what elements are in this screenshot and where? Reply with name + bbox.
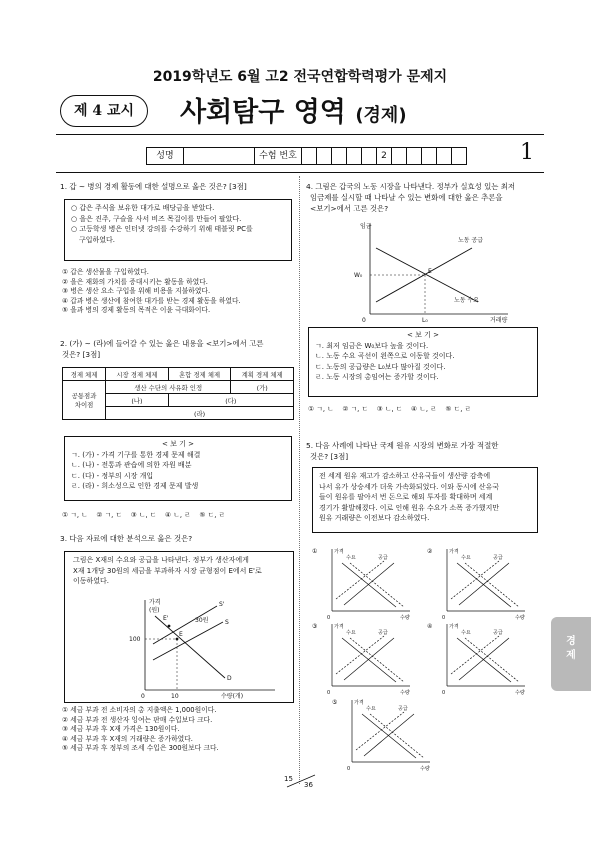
q5-ylabel: 가격: [449, 624, 459, 630]
name-bar: [146, 147, 467, 165]
exam-digit[interactable]: [392, 148, 407, 164]
q4-graph: [340, 218, 520, 326]
footer-slash: [283, 773, 319, 789]
q5-demand-shifted: [350, 563, 404, 607]
q3-option-2[interactable]: ② 세금 부과 전 생산자 잉여는 판매 수입보다 크다.: [62, 715, 213, 724]
q3-d-label: D: [227, 675, 232, 682]
exam-digit[interactable]: [437, 148, 452, 164]
q5-option-label: ①: [312, 548, 318, 555]
q3-origin: 0: [141, 693, 145, 700]
q3-ylabel: 가격: [149, 599, 161, 606]
q4-l-label: L₀: [422, 317, 428, 324]
q3-option-4[interactable]: ④ 세금 부과 후 X재의 거래량은 증가하였다.: [62, 734, 193, 743]
q5-origin: 0: [327, 615, 331, 621]
q5-supply-shifted: [336, 636, 384, 674]
footer-page: 15: [284, 775, 293, 783]
exam-digit[interactable]: [347, 148, 362, 164]
q3-demand-line: [155, 616, 225, 678]
q5-origin: 0: [442, 690, 446, 696]
q5-xlabel: 수량: [515, 690, 525, 696]
q4-options[interactable]: ① ㄱ, ㄴ ② ㄱ, ㄷ ③ ㄴ, ㄷ ④ ㄴ, ㄹ ⑤ ㄷ, ㄹ: [308, 405, 472, 413]
q5-xlabel: 수량: [420, 766, 430, 772]
exam-digit[interactable]: [407, 148, 422, 164]
q5-option-label: ③: [312, 623, 318, 630]
q5-demand-shifted: [370, 714, 424, 758]
q5-option-graph[interactable]: [310, 545, 422, 621]
q1-option-2[interactable]: ② 을은 재화의 가치를 증대시키는 활동을 하였다.: [62, 277, 208, 286]
header-rule: [56, 134, 544, 135]
q2-head: 혼합 경제 체제: [168, 368, 231, 381]
q3-ytick: 100: [129, 636, 141, 643]
q5-ylabel: 가격: [354, 700, 364, 706]
q3-s2-label: S': [219, 601, 225, 608]
q5-demand-label: 수요: [346, 630, 356, 636]
q5-option-graph[interactable]: [310, 620, 422, 696]
q5-option-label: ②: [427, 548, 433, 555]
q4-origin: 0: [362, 317, 366, 324]
q3-xtick: 10: [171, 693, 179, 700]
column-divider: [299, 176, 300, 784]
q1-option-3[interactable]: ③ 병은 생산 요소 구입을 위해 비용을 지불하였다.: [62, 287, 211, 296]
q4-w-label: W₀: [354, 272, 363, 279]
q5-supply-line: [364, 714, 414, 756]
q5-option-graph[interactable]: [425, 620, 537, 696]
q5-demand-line: [457, 638, 511, 682]
q2-bogi-title: < 보 기 >: [162, 440, 194, 448]
page-number: 1: [520, 140, 534, 165]
q3-option-3[interactable]: ③ 세금 부과 후 X재 가격은 130원이다.: [62, 725, 180, 734]
name-field[interactable]: [184, 148, 255, 164]
q2-head: 시장 경제 체제: [106, 368, 169, 381]
subject-side-tab[interactable]: 경 제: [551, 617, 591, 691]
q4-bogi-title: < 보 기 >: [407, 331, 439, 339]
q5-supply-line: [459, 563, 509, 605]
q4-bogi-item: ㄹ. 노동 시장의 총임여는 증가할 것이다.: [315, 373, 439, 381]
name-label: 성명: [147, 148, 184, 164]
q5-box: 전 세계 원유 재고가 감소하고 산유국들이 생산량 감축에 나서 유가 상승세가 더욱 가속화되었다. 이와 동시에 산유국 들이 원유를 팔아서 번 돈으로 해외 투자를 확대하며 세계 경기가 활발해졌다. 이로 인해 원유 수요가 소폭 증가했지만 원유 거래량은 이전보다 감소하였다.: [312, 467, 538, 533]
q2-bogi-item: ㄱ. (가) - 가격 기구를 통한 경제 문제 해결: [71, 450, 201, 459]
q2-stem: 2. (가) ~ (라)에 들어갈 수 있는 옳은 내용을 <보기>에서 고른 것은? [3점]: [60, 339, 264, 359]
q5-origin: 0: [347, 766, 351, 772]
q4-demand-label: 노동 수요: [454, 297, 480, 304]
q4-e-label: E: [428, 268, 432, 275]
exam-digit-fixed: 2: [377, 148, 392, 164]
q3-supply-line: [153, 622, 223, 660]
q5-supply-label: 공급: [378, 630, 388, 636]
q5-demand-line: [342, 563, 396, 607]
q4-ylabel: 임금: [360, 223, 372, 230]
q5-demand-label: 수요: [461, 630, 471, 636]
q5-demand-line: [457, 563, 511, 607]
q3-xlabel: 수량(개): [221, 693, 244, 700]
q4-bogi-item: ㄴ. 노동 수요 곡선이 왼쪽으로 이동할 것이다.: [315, 352, 455, 360]
q4-xlabel: 거래량: [490, 317, 508, 324]
q4-supply-label: 노동 공급: [458, 237, 484, 244]
q5-origin: 0: [442, 615, 446, 621]
q2-head: 계획 경제 체제: [231, 368, 294, 381]
q3-yunit: (원): [149, 607, 160, 614]
q2-head: 경제 체제: [63, 368, 106, 381]
q2-table: [62, 367, 294, 420]
exam-title: 2019학년도 6월 고2 전국연합학력평가 문제지: [152, 69, 448, 85]
exam-digit[interactable]: [362, 148, 377, 164]
q3-e-label: E: [179, 631, 183, 638]
q5-demand-line: [362, 714, 416, 758]
q1-box-line: 구입하였다.: [79, 235, 116, 244]
subject-title: 사회탐구 영역 (경제): [180, 97, 407, 128]
q1-option-5[interactable]: ⑤ 을과 병의 경제 활동의 목적은 이윤 극대화이다.: [62, 306, 211, 315]
q5-supply-label: 공급: [493, 630, 503, 636]
q5-supply-label: 공급: [493, 555, 503, 561]
q3-option-5[interactable]: ⑤ 세금 부과 후 정부의 조세 수입은 300원보다 크다.: [62, 744, 219, 753]
q3-option-1[interactable]: ① 세금 부과 전 소비자의 총 지출액은 1,000원이다.: [62, 706, 217, 714]
q4-stem: 4. 그림은 갑국의 노동 시장을 나타낸다. 정부가 실효성 있는 최저 임금제를 실시할 때 나타날 수 있는 변화에 대한 옳은 추론을 <보기>에서 고른 것은?: [306, 182, 516, 213]
q2-cell: (다): [168, 394, 293, 407]
q4-bogi-item: ㄱ. 최저 임금은 W₀보다 높을 것이다.: [315, 341, 429, 350]
exam-number-label: 수험 번호: [255, 148, 302, 164]
q2-cell: (나): [106, 394, 169, 407]
q2-row-label: 공통점과 차이점: [63, 381, 106, 420]
q5-stem: 5. 다음 사례에 나타난 국제 원유 시장의 변화로 가장 적절한 것은? [3점]: [306, 441, 499, 461]
q5-supply-shifted: [451, 636, 499, 674]
q5-demand-line: [342, 638, 396, 682]
q5-demand-label: 수요: [366, 706, 376, 712]
q5-supply-line: [344, 563, 394, 605]
q2-bogi-box: [64, 436, 292, 501]
q1-box: [64, 199, 292, 261]
q5-ylabel: 가격: [334, 549, 344, 555]
q5-option-label: ④: [427, 623, 433, 630]
footer-total: 36: [304, 781, 313, 789]
q1-box-line: ○ 을은 진주, 구슬을 사서 비즈 목걸이를 만들어 팔았다.: [71, 214, 242, 223]
q5-option-graph[interactable]: [425, 545, 537, 621]
q5-demand-shifted: [465, 563, 519, 607]
q3-e2-point: [168, 625, 171, 628]
q5-ylabel: 가격: [334, 624, 344, 630]
q5-supply-shifted: [451, 561, 499, 599]
q5-xlabel: 수량: [400, 615, 410, 621]
q5-supply-line: [459, 638, 509, 680]
q5-option-label: ⑤: [332, 699, 338, 706]
q1-option-1[interactable]: ① 갑은 생산물을 구입하였다.: [62, 268, 149, 276]
q5-supply-label: 공급: [398, 706, 408, 712]
q2-cell: 생산 수단의 사유화 인정: [106, 381, 231, 394]
q5-demand-shifted: [350, 638, 404, 682]
q5-ylabel: 가격: [449, 549, 459, 555]
q1-box-line: ○ 고등학생 병은 인터넷 강의를 수강하기 위해 태블릿 PC를: [71, 225, 253, 233]
header-rule-bottom: [56, 172, 544, 173]
q5-xlabel: 수량: [515, 615, 525, 621]
q1-options: [62, 268, 241, 316]
q3-supply-shifted-line: [153, 606, 217, 644]
q5-xlabel: 수량: [400, 690, 410, 696]
q3-box-text: 그림은 X재의 수요와 공급을 나타낸다. 정부가 생산자에게 X재 1개당 30원의 세금을 부과하자 시장 균형점이 E에서 E'로 이동하였다.: [73, 556, 262, 585]
q2-cell: (라): [106, 407, 294, 420]
q5-demand-shifted: [465, 638, 519, 682]
q5-option-graph[interactable]: [330, 696, 442, 772]
period-badge: 제 4 교시: [60, 95, 148, 127]
q3-options: [62, 706, 219, 754]
q5-supply-label: 공급: [378, 555, 388, 561]
q1-stem: 1. 갑 ~ 병의 경제 활동에 대한 설명으로 옳은 것은? [3점]: [60, 182, 247, 191]
q3-tax-label: 30원: [195, 617, 209, 624]
q2-options[interactable]: ① ㄱ, ㄴ ② ㄱ, ㄷ ③ ㄴ, ㄷ ④ ㄴ, ㄹ ⑤ ㄷ, ㄹ: [62, 511, 226, 519]
q2-bogi-item: ㄷ. (다) - 정부의 시장 개입: [71, 471, 154, 480]
q2-bogi-item: ㄹ. (라) - 희소성으로 인한 경제 문제 발생: [71, 482, 199, 490]
q3-stem: 3. 다음 자료에 대한 분석으로 옳은 것은?: [60, 534, 193, 543]
exam-digit[interactable]: [302, 148, 317, 164]
q3-e-point: [176, 638, 179, 641]
q2-bogi-item: ㄴ. (나) - 전통과 관습에 의한 자원 배분: [71, 461, 192, 469]
q1-option-4[interactable]: ④ 갑과 병은 생산에 참여한 대가를 받는 경제 활동을 하였다.: [62, 296, 241, 305]
q5-supply-shifted: [336, 561, 384, 599]
q3-graph: [65, 592, 293, 702]
q5-origin: 0: [327, 690, 331, 696]
q2-cell: (가): [231, 381, 294, 394]
exam-digit[interactable]: [317, 148, 332, 164]
q5-supply-shifted: [356, 712, 404, 750]
q5-demand-label: 수요: [461, 555, 471, 561]
subject-subtitle: (경제): [355, 105, 407, 126]
q5-demand-label: 수요: [346, 555, 356, 561]
q3-s-label: S: [225, 619, 229, 626]
q5-supply-line: [344, 638, 394, 680]
q4-bogi-item: ㄷ. 노동의 공급량은 L₀보다 많아질 것이다.: [315, 362, 446, 371]
q3-box: [64, 551, 294, 703]
q3-e2-label: E': [163, 615, 169, 622]
exam-digit[interactable]: [422, 148, 437, 164]
q4-bogi-box: [308, 327, 538, 397]
q1-box-line: ○ 갑은 주식을 보유한 대가로 배당금을 받았다.: [71, 204, 215, 212]
exam-digit[interactable]: [452, 148, 466, 164]
exam-digit[interactable]: [332, 148, 347, 164]
